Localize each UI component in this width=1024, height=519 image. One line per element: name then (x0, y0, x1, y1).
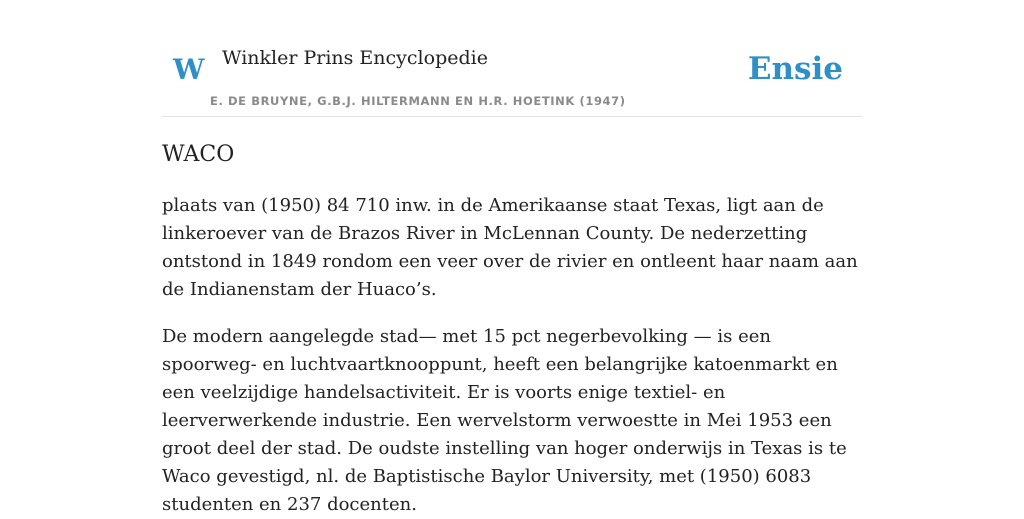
article-paragraph: plaats van (1950) 84 710 inw. in de Amerikaanse staat Texas, ligt aan de linkeroever van de Brazos River in McLennan County. De nederzetting ontstond in 1849 rondom een veer over de rivier en ontleent haar naam aan de Indianenstam der Huaco’s. (162, 195, 858, 300)
article-title: WACO (162, 142, 235, 167)
ensie-logo-link[interactable]: Ensie (747, 51, 843, 87)
source-header (162, 0, 862, 117)
article-paragraph: De modern aangelegde stad— met 15 pct negerbevolking — is een spoorweg- en luchtvaartknooppunt, heeft een belangrijke katoenmarkt en een veelzijdige handelsactiviteit. Er is voorts enige textiel- en leerverwerkende industrie. Een wervelstorm verwoestte in Mei 1953 een groot deel der stad. De oudste instelling van hoger onderwijs in Texas is te Waco gevestigd, nl. de Baptistische Baylor University, met (1950) 6083 studenten en 237 docenten. (162, 326, 847, 515)
source-authors: E. DE BRUYNE, G.B.J. HILTERMANN EN H.R. HOETINK (1947) (210, 94, 626, 108)
article (162, 138, 862, 519)
source-logo[interactable]: W (173, 53, 205, 86)
source-title-link[interactable]: Winkler Prins Encyclopedie (222, 47, 488, 69)
